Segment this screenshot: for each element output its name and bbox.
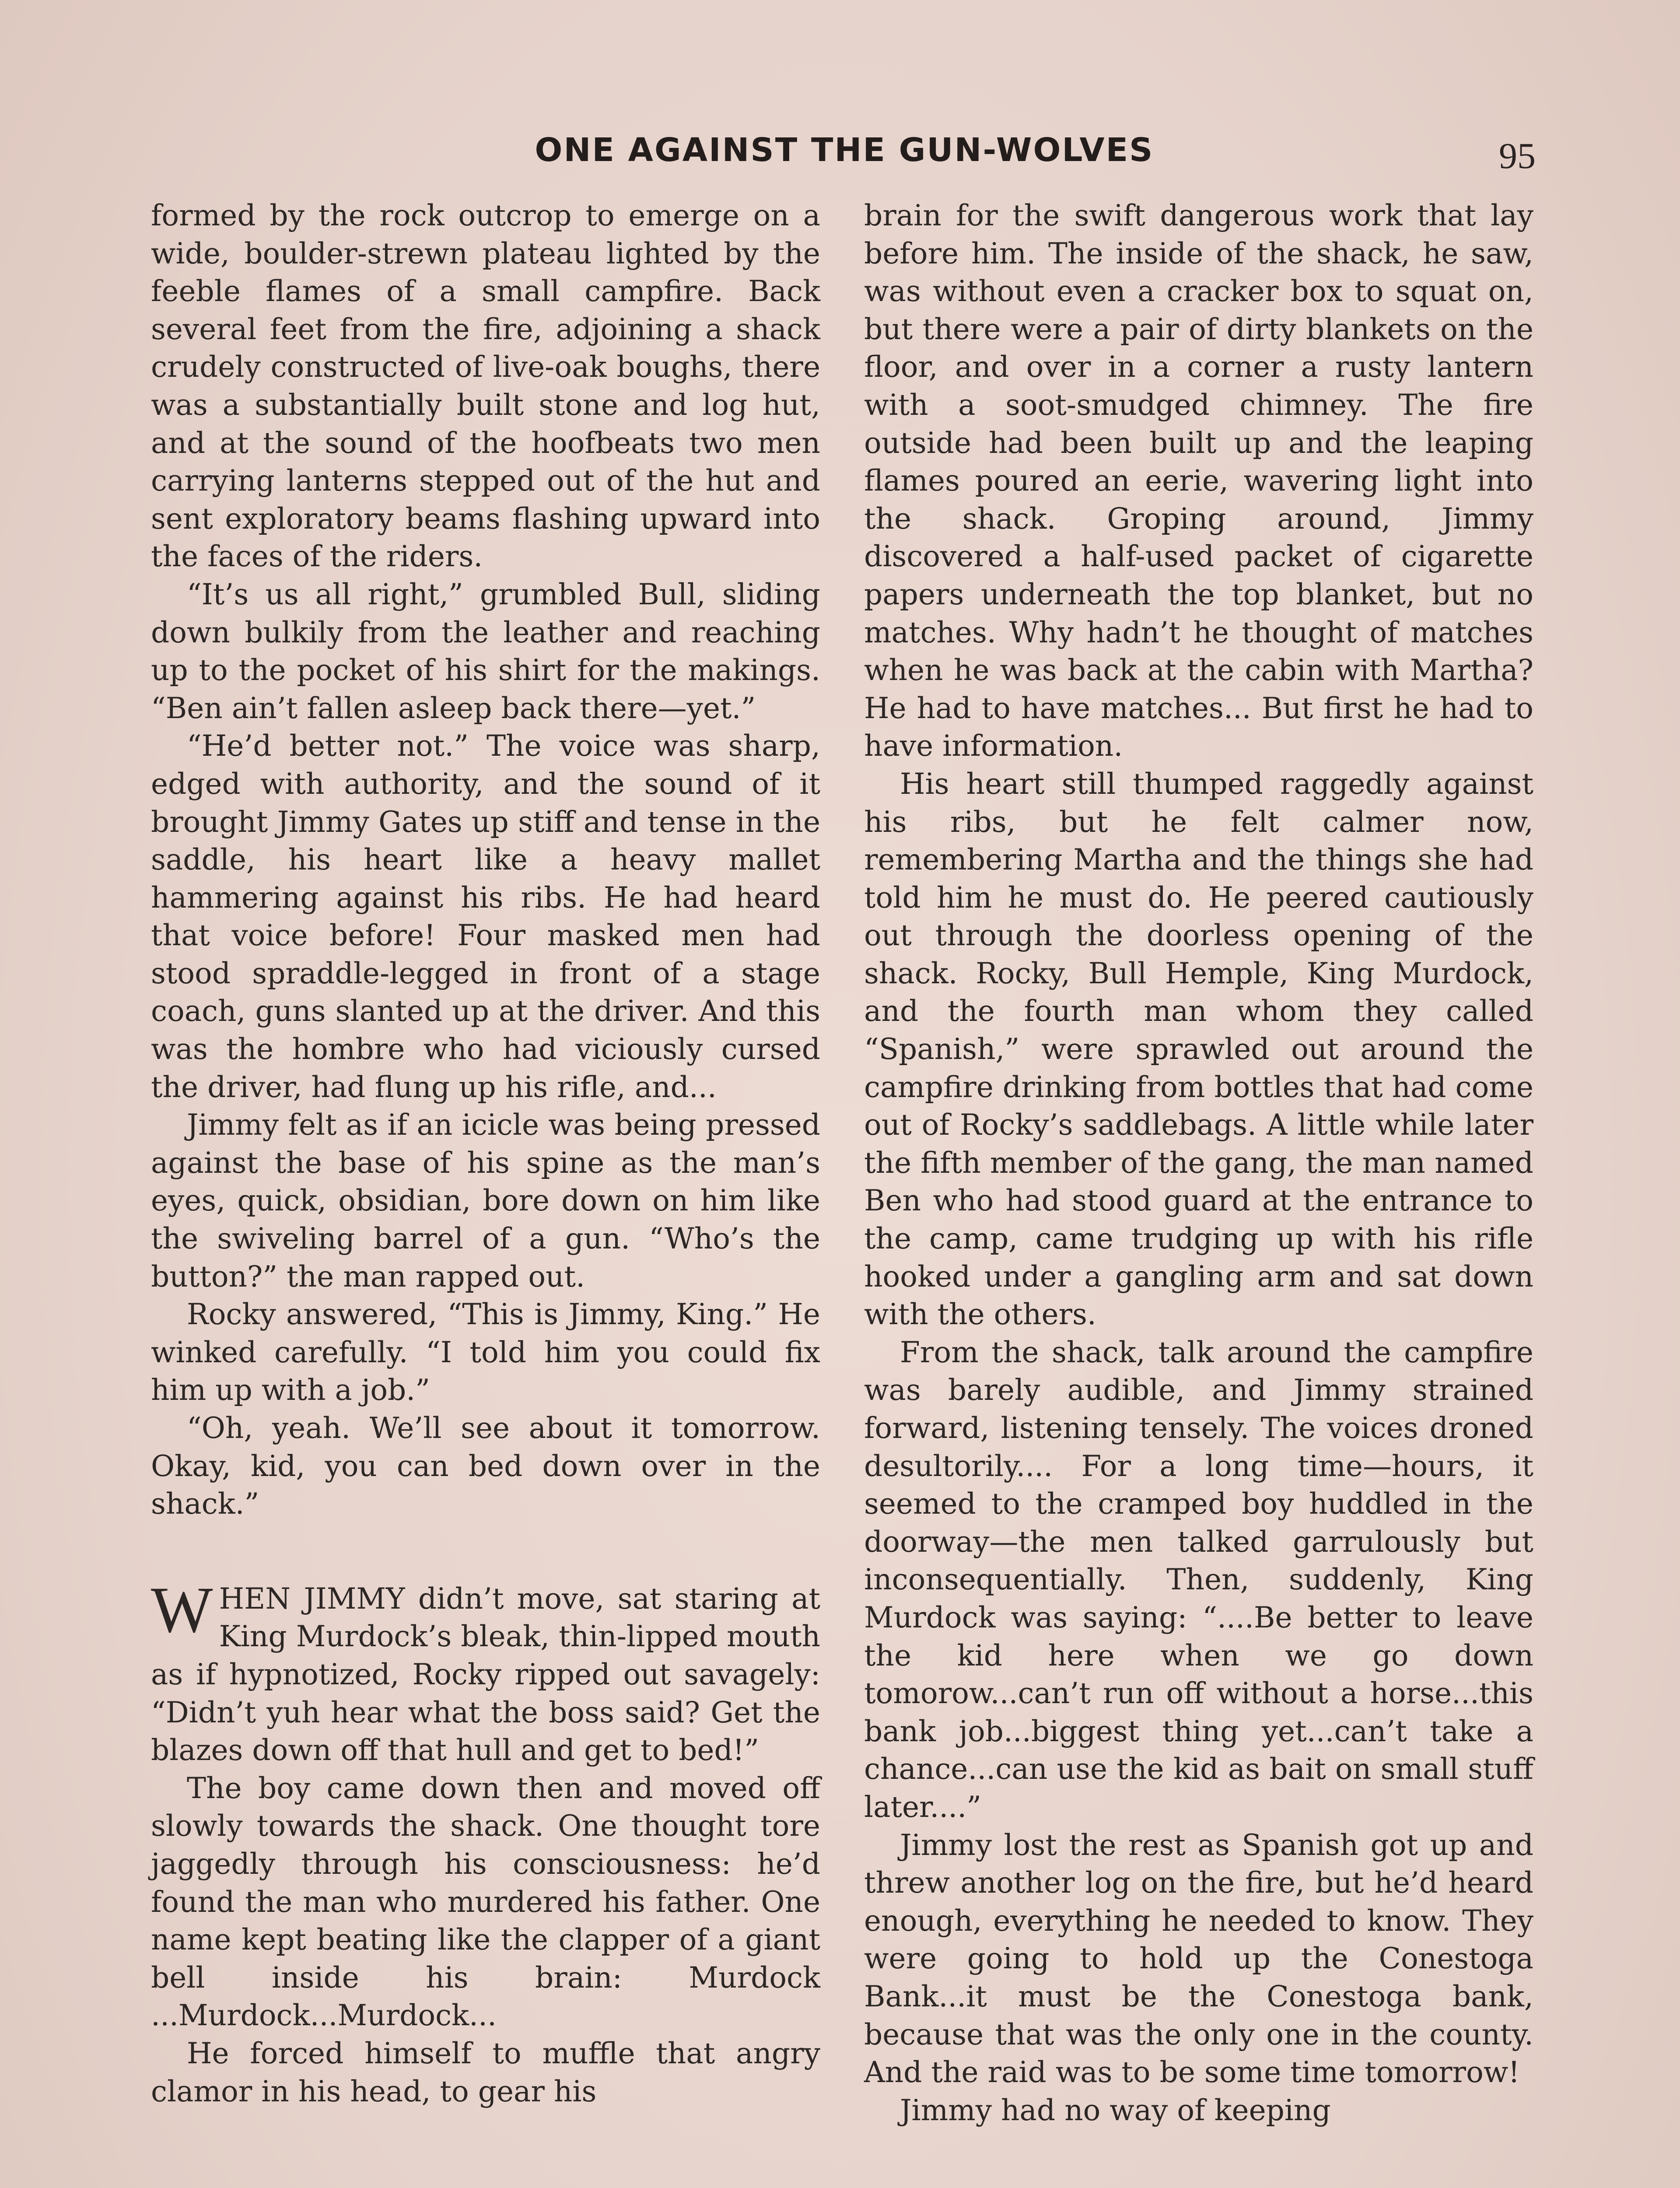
paragraph: The boy came down then and moved off slowly towards the shack. One thought tore jaggedly through his consciousness: he’d found the man who murdered his father. One name kept beating like the clapper of a giant bell inside his brain: Murdock ...Murdock...Murdock... [151,1771,820,2033]
paragraph: His heart still thumped raggedly against his ribs, but he felt calmer now, remembering Martha and the things she had told him he must do. He peered cautiously out through the doorless opening of the shack. Rocky, Bull Hemple, King Murdock, and the fourth man whom they called “Spanish,” were sprawled out around the campfire drinking from bottles that had come out of Rocky’s saddlebags. A little while later the fifth member of the gang, the man named Ben who had stood guard at the entrance to the camp, came trudging up with his rifle hooked under a gangling arm and sat down with the others. [864,767,1533,1332]
paragraph: Jimmy felt as if an icicle was being pressed against the base of his spine as the man’s eyes, quick, obsidian, bore down on him like the swiveling barrel of a gun. “Who’s the button?” the man rapped out. [151,1108,820,1294]
paragraph: formed by the rock outcrop to emerge on a wide, boulder-strewn plateau lighted by the feeble flames of a small campfire. Back several feet from the fire, adjoining a shack crudely constructed of live-oak boughs, there was a substantially built stone and log hut, and at the sound of the hoofbeats two men carrying lanterns stepped out of the hut and sent exploratory beams flashing upward into the faces of the riders. [151,199,820,574]
paragraph: “He’d better not.” The voice was sharp, edged with authority, and the sound of it brought Jimmy Gates up stiff and tense in the saddle, his heart like a heavy mallet hammering against his ribs. He had heard that voice before! Four masked men had stood spraddle-legged in front of a stage coach, guns slanted up at the driver. And this was the hombre who had viciously cursed the driver, had flung up his rifle, and... [151,729,820,1104]
section-text: HEN JIMMY didn’t move, sat staring at King Murdock’s bleak, thin-lipped mouth as if hypnotized, Rocky ripped out savagely: “Didn’t yuh hear what the boss said? Get the blazes down off that hull and get to bed!” [151,1581,820,1767]
paragraph: From the shack, talk around the campfire was barely audible, and Jimmy strained forward, listening tensely. The voices droned desultorily.... For a long time—hours, it seemed to the cramped boy huddled in the doorway—the men talked garrulously but inconsequentially. Then, suddenly, King Murdock was saying: “....Be better to leave the kid here when we go down tomorow...can’t run off without a horse...this bank job...biggest thing yet...can’t take a chance...can use the kid as bait on small stuff later....” [864,1335,1533,1824]
paragraph: “Oh, yeah. We’ll see about it tomorrow. Okay, kid, you can bed down over in the shack.” [151,1411,820,1521]
right-column [864,197,1533,2188]
section-paragraph [151,1573,820,1770]
paragraph: “It’s us all right,” grumbled Bull, sliding down bulkily from the leather and reaching up to the pocket of his shirt for the makings. “Ben ain’t fallen asleep back there—yet.” [151,577,820,725]
paragraph: He forced himself to muffle that angry clamor in his head, to gear his [151,2036,820,2108]
running-title: ONE AGAINST THE GUN-WOLVES [535,131,1154,169]
drop-cap: W [151,1573,213,1646]
page-number: 95 [1499,136,1536,176]
paragraph: Rocky answered, “This is Jimmy, King.” He winked carefully. “I told him you could fix him up with a job.” [151,1297,820,1407]
left-column [151,197,820,2188]
paragraph: brain for the swift dangerous work that lay before him. The inside of the shack, he saw, was without even a cracker box to squat on, but there were a pair of dirty blankets on the floor, and over in a corner a rusty lantern with a soot-smudged chimney. The fire outside had been built up and the leaping flames poured an eerie, wavering light into the shack. Groping around, Jimmy discovered a half-used packet of cigarette papers underneath the top blanket, but no matches. Why hadn’t he thought of matches when he was back at the cabin with Martha? He had to have matches... But first he had to have information. [864,199,1533,763]
paragraph: Jimmy lost the rest as Spanish got up and threw another log on the fire, but he’d heard enough, everything he needed to know. They were going to hold up the Conestoga Bank...it must be the Conestoga bank, because that was the only one in the county. And the raid was to be some time tomorrow! [864,1828,1533,2090]
page-header [153,127,1536,179]
paragraph: Jimmy had no way of keeping [900,2093,1331,2127]
